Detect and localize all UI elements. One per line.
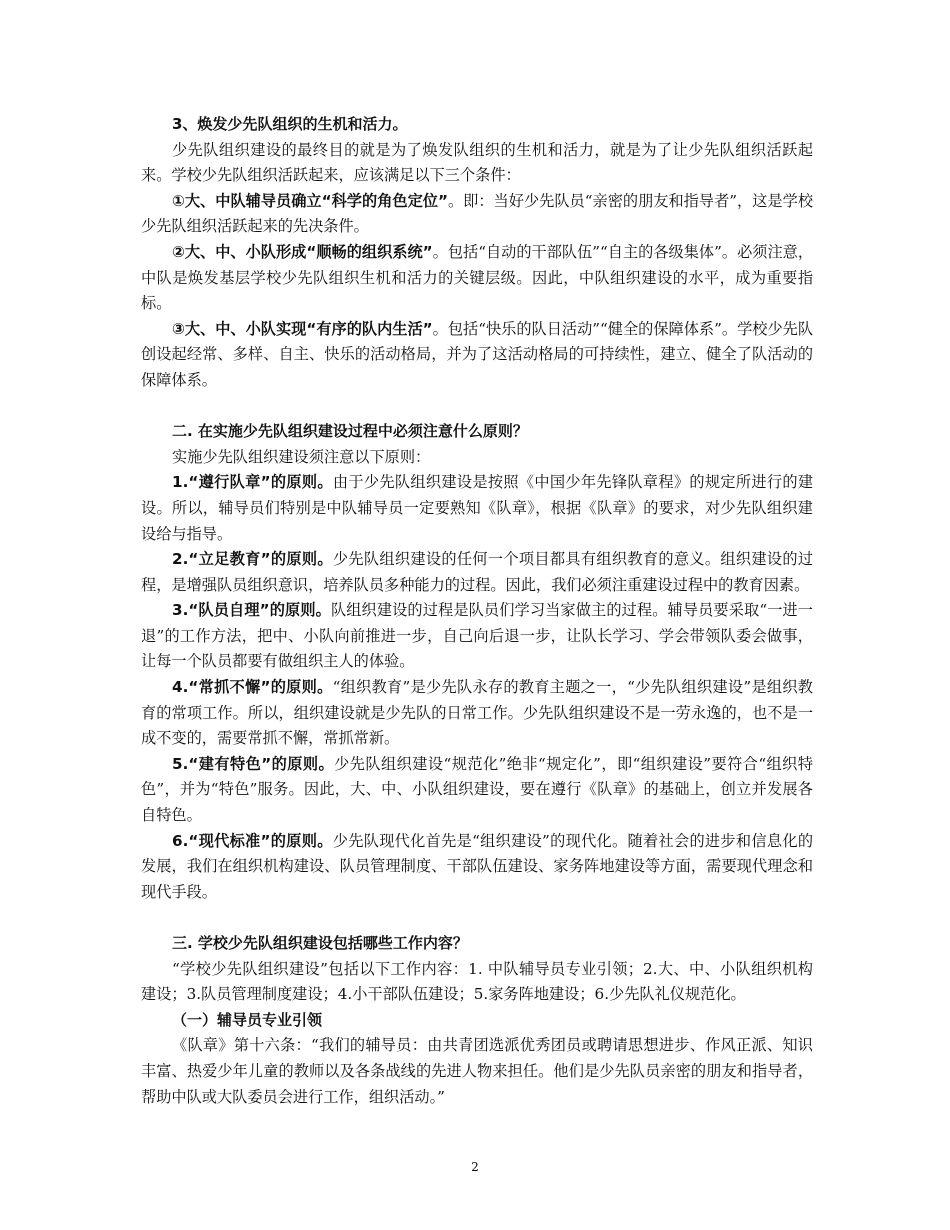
- principle-4-lead: 4.“常抓不懈”的原则。: [172, 678, 333, 697]
- condition-1-body: 。即：当好少先队员“亲密的朋友和指导者”，这是学校少先队组织活跃起来的先决条件。: [141, 191, 814, 236]
- condition-2: [141, 240, 813, 317]
- principle-6: [141, 829, 813, 906]
- charter-quote: 《队章》第十六条：“我们的辅导员：由共青团选派优秀团员或聘请思想进步、作风正派、知识丰富、热爱少年儿童的教师以及各条战线的先进人物来担任。他们是少先队员亲密的朋友和指导者，帮助中队或大队委员会进行工作，组织活动。”: [141, 1036, 813, 1106]
- principle-6-body: 少先队现代化首先是“组织建设”的现代化。随着社会的进步和信息化的发展，我们在组织机构建设、队员管理制度、干部队伍建设、家务阵地建设等方面，需要现代理念和现代手段。: [141, 831, 814, 901]
- condition-3-lead: ③大、中、小队实现“有序的队内生活”: [172, 319, 433, 338]
- principle-2-body: 少先队组织建设的任何一个项目都具有组织教育的意义。组织建设的过程，是增强队员组织意识，培养队员多种能力的过程。因此，我们必须注重建设过程中的教育因素。: [141, 550, 814, 594]
- principle-3-body: 队组织建设的过程是队员们学习当家做主的过程。辅导员要采取“一进一退”的工作方法，把中、小队向前推进一步，自己向后退一步，让队长学习、学会带领队委会做事，让每一个队员都要有做组织主人的体验。: [141, 601, 813, 671]
- principle-2-lead: 2.“立足教育”的原则。: [172, 550, 333, 569]
- principle-4: [141, 675, 813, 752]
- document-page: [141, 112, 813, 1110]
- principle-1: [141, 470, 813, 547]
- principle-5-body: 少先队组织建设“规范化”绝非“规定化”，即“组织建设”要符合“组织特色”，并为“特色”服务。因此，大、中、小队组织建设，要在遵行《队章》的基础上，创立并发展各自特色。: [141, 754, 813, 825]
- spacer: [141, 394, 813, 420]
- section-two-intro: 实施少先队组织建设须注意以下原则：: [172, 447, 431, 466]
- spacer: [141, 905, 813, 931]
- page-number: 2: [471, 1160, 479, 1174]
- section3-intro: 少先队组织建设的最终目的就是为了焕发队组织的生机和活力，就是为了让少先队组织活跃起来。学校少先队组织活跃起来，应该满足以下三个条件：: [141, 140, 813, 185]
- sub-heading: （一）辅导员专业引领: [172, 1010, 323, 1029]
- condition-1-lead: ①大、中队辅导员确立“科学的角色定位”: [172, 191, 448, 210]
- principle-1-lead: 1.“遵行队章”的原则。: [172, 473, 333, 492]
- principle-4-body: “组织教育”是少先队永存的教育主题之一，“少先队组织建设”是组织教育的常项工作。所以，组织建设就是少先队的日常工作。少先队组织建设不是一劳永逸的，也不是一成不变的，需要常抓不懈，常抓常新。: [141, 678, 813, 748]
- condition-2-lead: ②大、中、小队形成“顺畅的组织系统”: [172, 242, 433, 261]
- principle-3-lead: 3.“队员自理”的原则。: [172, 601, 331, 620]
- section-two-heading: 二. 在实施少先队组织建设过程中必须注意什么原则？: [172, 422, 528, 441]
- principle-2: [141, 547, 813, 598]
- section3-heading: 3、焕发少先队组织的生机和活力。: [172, 115, 408, 133]
- principle-6-lead: 6.“现代标准”的原则。: [172, 831, 333, 850]
- principle-5-lead: 5.“建有特色”的原则。: [172, 754, 335, 773]
- principle-3: [141, 598, 813, 675]
- section-three-heading: 三. 学校少先队组织建设包括哪些工作内容？: [172, 934, 468, 952]
- principle-1-body: 由于少先队组织建设是按照《中国少年先锋队章程》的规定所进行的建设。所以，辅导员们特别是中队辅导员一定要熟知《队章》，根据《队章》的要求，对少先队组织建设给与指导。: [141, 473, 814, 543]
- condition-3-body: 。包括“快乐的队日活动”“健全的保障体系”。学校少先队创设起经常、多样、自主、快乐的活动格局，并为了这活动格局的可持续性，建立、健全了队活动的保障体系。: [141, 319, 814, 389]
- condition-2-body: 。包括“自动的干部队伍”“自主的各级集体”。必须注意，中队是焕发基层学校少先队组织生机和活力的关键层级。因此，中队组织建设的水平，成为重要指标。: [141, 242, 814, 313]
- condition-3: [141, 317, 813, 394]
- condition-1: [141, 189, 813, 240]
- section-three-intro: “学校少先队组织建设”包括以下工作内容：1. 中队辅导员专业引领；2.大、中、小队组织机构建设；3.队员管理制度建设；4.小干部队伍建设；5.家务阵地建设；6.少先队礼仪规范化。: [141, 959, 813, 1004]
- principle-5: [141, 752, 813, 829]
